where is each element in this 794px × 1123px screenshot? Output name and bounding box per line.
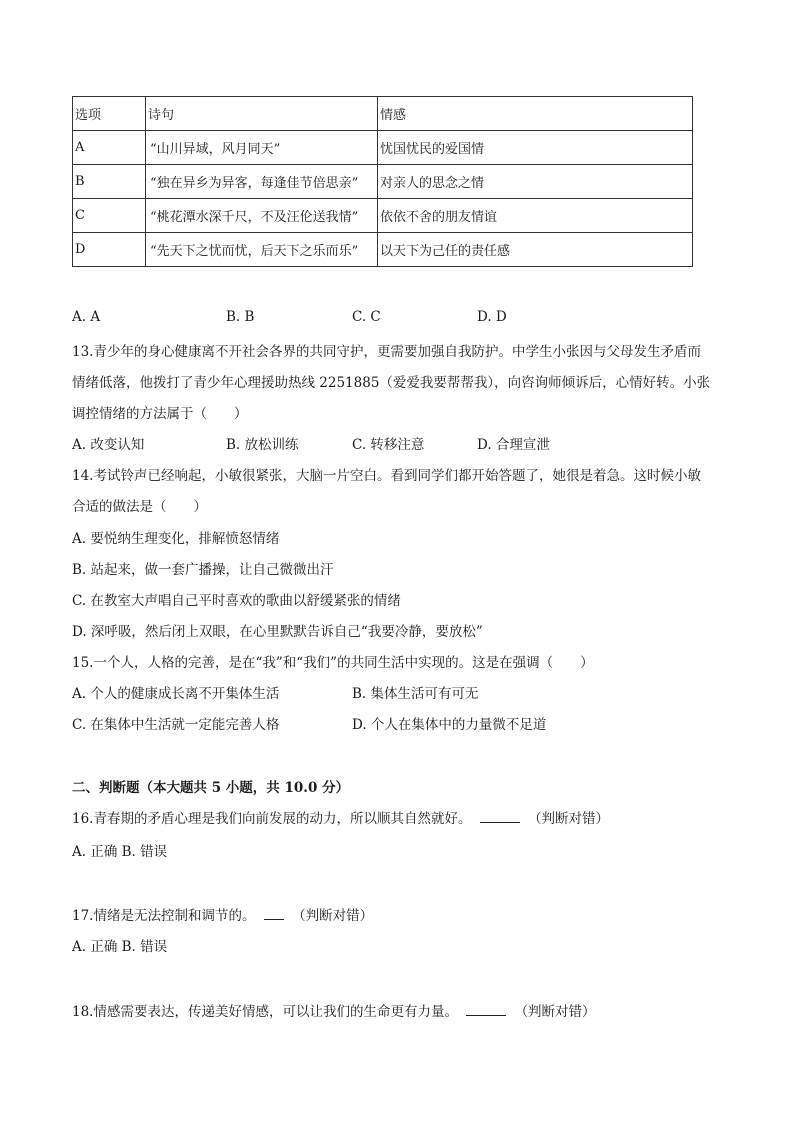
- row-option: A: [73, 131, 146, 165]
- q18-suffix: （判断对错）: [514, 1004, 596, 1020]
- q16-suffix: （判断对错）: [528, 811, 610, 827]
- row-emotion: 忧国忧民的爱国情: [378, 131, 693, 165]
- q14-option-a[interactable]: A. 要悦纳生理变化，排解愤怒情绪: [72, 531, 280, 547]
- row-poem: “山川异域，风月同天”: [146, 131, 378, 165]
- row-poem: “独在异乡为异客，每逢佳节倍思亲”: [146, 165, 378, 199]
- table-header-row: [73, 97, 693, 131]
- q17-stem: [72, 904, 373, 924]
- q15-option-a[interactable]: A. 个人的健康成长离不开集体生活: [72, 686, 280, 702]
- q16-answer-blank[interactable]: [480, 810, 520, 823]
- row-emotion: 对亲人的思念之情: [378, 165, 693, 199]
- q13-option-d[interactable]: D. 合理宣泄: [477, 437, 550, 453]
- q14-option-c[interactable]: C. 在教室大声唱自己平时喜欢的歌曲以舒缓紧张的情绪: [72, 593, 401, 609]
- table-row: [73, 165, 693, 199]
- row-poem: “先天下之忧而忧，后天下之乐而乐”: [146, 233, 378, 267]
- section-title-judgment: 二、判断题（本大题共 5 小题，共 10.0 分）: [72, 780, 350, 796]
- q17-suffix: （判断对错）: [292, 908, 374, 924]
- q17-answer-options[interactable]: A. 正确 B. 错误: [72, 939, 168, 955]
- table-row: [73, 131, 693, 165]
- q12-option-b[interactable]: B. B: [226, 309, 255, 325]
- row-emotion: 以天下为己任的责任感: [378, 233, 693, 267]
- table-row: [73, 199, 693, 233]
- q14-stem-line-1: 14.考试铃声已经响起，小敏很紧张，大脑一片空白。看到同学们都开始答题了，她很是着急。这时候小敏: [72, 468, 701, 484]
- row-option: B: [73, 165, 146, 199]
- q14-stem-line-2: 合适的做法是（ ）: [72, 499, 207, 515]
- q12-option-a[interactable]: A. A: [72, 309, 101, 325]
- q18-stem: [72, 1000, 596, 1020]
- header-poem: 诗句: [146, 97, 378, 131]
- row-poem: “桃花潭水深千尺，不及汪伦送我情”: [146, 199, 378, 233]
- q18-answer-blank[interactable]: [466, 1003, 506, 1016]
- header-option: 选项: [73, 97, 146, 131]
- q14-option-d[interactable]: D. 深呼吸，然后闭上双眼，在心里默默告诉自己“我要冷静，要放松”: [72, 624, 483, 640]
- q13-stem-line-3: 调控情绪的方法属于（ ）: [72, 406, 248, 422]
- q12-option-d[interactable]: D. D: [477, 309, 507, 325]
- q16-answer-options[interactable]: A. 正确 B. 错误: [72, 844, 168, 860]
- q16-stem: [72, 807, 609, 827]
- q14-option-b[interactable]: B. 站起来，做一套广播操，让自己微微出汗: [72, 562, 334, 578]
- q15-stem: 15.一个人，人格的完善，是在“我”和“我们”的共同生活中实现的。这是在强调（ ）: [72, 655, 594, 671]
- q17-text: 17.情绪是无法控制和调节的。: [72, 908, 256, 924]
- q15-option-c[interactable]: C. 在集体中生活就一定能完善人格: [72, 717, 280, 733]
- row-option: D: [73, 233, 146, 267]
- q13-stem-line-1: 13.青少年的身心健康离不开社会各界的共同守护，更需要加强自我防护。中学生小张因与父母发生矛盾而: [72, 344, 701, 360]
- header-emotion: 情感: [378, 97, 693, 131]
- q13-option-c[interactable]: C. 转移注意: [352, 437, 425, 453]
- q16-text: 16.青春期的矛盾心理是我们向前发展的动力，所以顺其自然就好。: [72, 811, 472, 827]
- q15-option-b[interactable]: B. 集体生活可有可无: [352, 686, 479, 702]
- q13-stem-line-2: 情绪低落，他拨打了青少年心理援助热线 2251885（爱爱我要帮帮我），向咨询师倾诉后，心情好转。小张: [72, 375, 711, 391]
- q12-option-c[interactable]: C. C: [352, 309, 381, 325]
- q13-option-a[interactable]: A. 改变认知: [72, 437, 145, 453]
- row-option: C: [73, 199, 146, 233]
- q13-option-b[interactable]: B. 放松训练: [226, 437, 299, 453]
- q15-option-d[interactable]: D. 个人在集体中的力量微不足道: [352, 717, 547, 733]
- q17-answer-blank[interactable]: [264, 907, 284, 920]
- table-row: [73, 233, 693, 267]
- row-emotion: 依依不舍的朋友情谊: [378, 199, 693, 233]
- q18-text: 18.情感需要表达，传递美好情感，可以让我们的生命更有力量。: [72, 1004, 458, 1020]
- poem-emotion-table: [72, 96, 693, 267]
